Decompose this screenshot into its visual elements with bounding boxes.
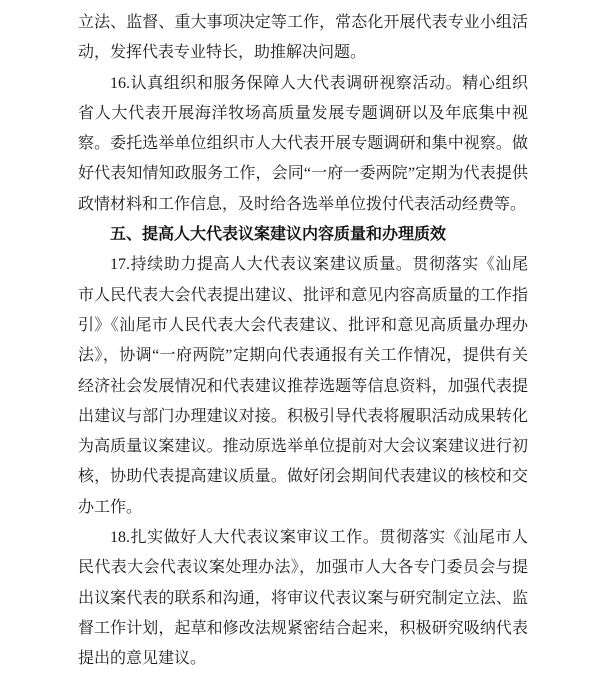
document-body xyxy=(78,8,528,675)
paragraph-item-18: 18.扎实做好人大代表议案审议工作。贯彻落实《汕尾市人民代表大会代表议案处理办法》，加强市人大各专门委员会与提出议案代表的联系和沟通，将审议代表议案与研究制定立法、监督工作计划，起草和修改法规紧密结合起来，积极研究吸纳代表提出的意见建议。 xyxy=(78,529,528,668)
paragraph-item-16: 16.认真组织和服务保障人大代表调研视察活动。精心组织省人大代表开展海洋牧场高质量发展专题调研以及年底集中视察。委托选举单位组织市人大代表开展专题调研和集中视察。做好代表知情知政服务工作，会同“一府一委两院”定期为代表提供政情材料和工作信息，及时给各选举单位拨付代表活动经费等。 xyxy=(78,74,528,213)
section-heading-5: 五、提高人大代表议案建议内容质量和办理质效 xyxy=(110,226,447,244)
paragraph-item-17: 17.持续助力提高人大代表议案建议质量。贯彻落实《汕尾市人民代表大会代表提出建议、批评和意见内容高质量的工作指引》《汕尾市人民代表大会代表建议、批评和意见高质量办理办法》，协调“一府两院”定期向代表通报有关工作情况，提供有关经济社会发展情况和代表建议推荐选题等信息资料，加强代表提出建议与部门办理建议对接。积极引导代表将履职活动成果转化为高质量议案建议。推动原选举单位提前对大会议案建议进行初核，协助代表提高建议质量。做好闭会期间代表建议的核校和交办工作。 xyxy=(78,256,528,516)
paragraph-continuation: 立法、监督、重大事项决定等工作，常态化开展代表专业小组活动，发挥代表专业特长，助推解决问题。 xyxy=(78,14,528,62)
